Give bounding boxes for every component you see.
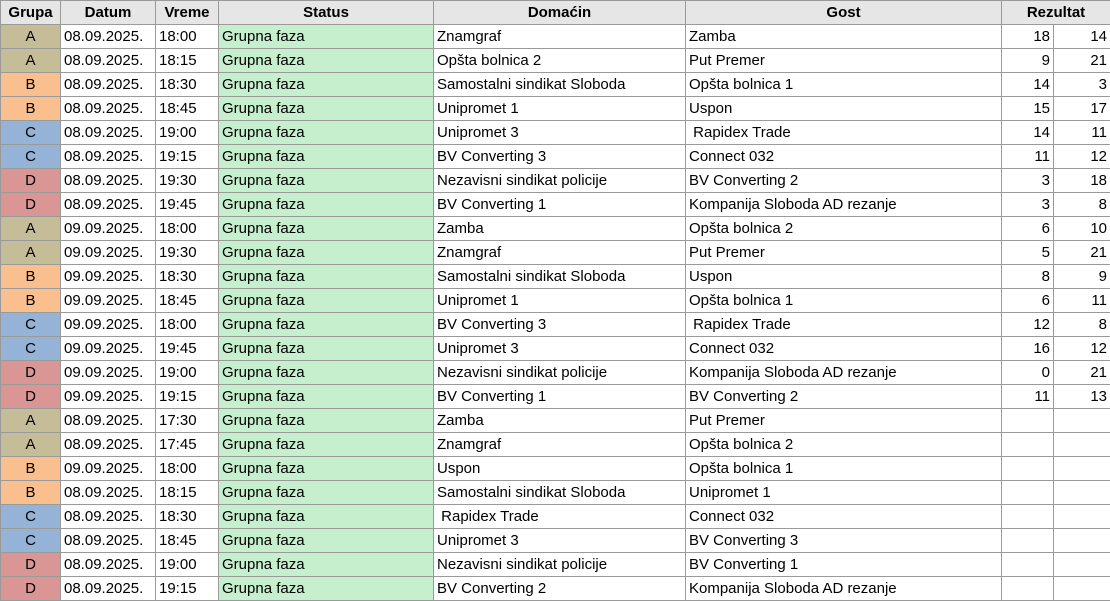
cell-grupa[interactable]: B	[1, 265, 61, 289]
cell-grupa[interactable]: C	[1, 121, 61, 145]
cell-datum[interactable]: 09.09.2025.	[61, 289, 156, 313]
cell-status[interactable]: Grupna faza	[219, 457, 434, 481]
cell-datum[interactable]: 08.09.2025.	[61, 121, 156, 145]
cell-home-score[interactable]: 14	[1002, 73, 1054, 97]
cell-home-score[interactable]: 12	[1002, 313, 1054, 337]
cell-grupa[interactable]: B	[1, 97, 61, 121]
cell-away-score[interactable]	[1054, 505, 1110, 529]
cell-datum[interactable]: 09.09.2025.	[61, 265, 156, 289]
cell-status[interactable]: Grupna faza	[219, 49, 434, 73]
cell-status[interactable]: Grupna faza	[219, 337, 434, 361]
table-row	[1, 97, 1110, 121]
cell-status[interactable]: Grupna faza	[219, 241, 434, 265]
cell-domacin[interactable]: Unipromet 3	[434, 121, 686, 145]
cell-datum[interactable]: 09.09.2025.	[61, 337, 156, 361]
cell-away-score[interactable]: 13	[1054, 385, 1110, 409]
table-row	[1, 145, 1110, 169]
cell-domacin[interactable]: Nezavisni sindikat policije	[434, 553, 686, 577]
cell-vreme[interactable]: 19:30	[156, 169, 219, 193]
table-row	[1, 409, 1110, 433]
cell-vreme[interactable]: 19:15	[156, 145, 219, 169]
cell-status[interactable]: Grupna faza	[219, 169, 434, 193]
cell-vreme[interactable]: 19:30	[156, 241, 219, 265]
table-row	[1, 577, 1110, 601]
table-row	[1, 385, 1110, 409]
cell-vreme[interactable]: 19:00	[156, 553, 219, 577]
cell-datum[interactable]: 09.09.2025.	[61, 217, 156, 241]
cell-vreme[interactable]: 18:00	[156, 457, 219, 481]
cell-datum[interactable]: 08.09.2025.	[61, 25, 156, 49]
cell-status[interactable]: Grupna faza	[219, 25, 434, 49]
cell-away-score[interactable]: 21	[1054, 241, 1110, 265]
cell-vreme[interactable]: 18:45	[156, 97, 219, 121]
cell-home-score[interactable]: 3	[1002, 169, 1054, 193]
cell-away-score[interactable]: 18	[1054, 169, 1110, 193]
cell-domacin[interactable]: Samostalni sindikat Sloboda	[434, 73, 686, 97]
header-gost[interactable]: Gost	[686, 1, 1002, 25]
cell-grupa[interactable]: A	[1, 433, 61, 457]
cell-domacin[interactable]: BV Converting 3	[434, 145, 686, 169]
cell-grupa[interactable]: A	[1, 409, 61, 433]
table-body	[1, 25, 1110, 601]
cell-datum[interactable]: 08.09.2025.	[61, 97, 156, 121]
table-row	[1, 457, 1110, 481]
cell-gost[interactable]: Put Premer	[686, 241, 1002, 265]
cell-home-score[interactable]: 3	[1002, 193, 1054, 217]
cell-datum[interactable]: 08.09.2025.	[61, 433, 156, 457]
cell-datum[interactable]: 08.09.2025.	[61, 529, 156, 553]
cell-datum[interactable]: 09.09.2025.	[61, 361, 156, 385]
cell-domacin[interactable]: BV Converting 3	[434, 313, 686, 337]
cell-vreme[interactable]: 19:45	[156, 193, 219, 217]
cell-status[interactable]: Grupna faza	[219, 265, 434, 289]
cell-status[interactable]: Grupna faza	[219, 361, 434, 385]
cell-grupa[interactable]: D	[1, 553, 61, 577]
cell-datum[interactable]: 08.09.2025.	[61, 577, 156, 601]
cell-vreme[interactable]: 17:30	[156, 409, 219, 433]
cell-away-score[interactable]: 12	[1054, 337, 1110, 361]
cell-home-score[interactable]	[1002, 433, 1054, 457]
cell-domacin[interactable]: BV Converting 1	[434, 193, 686, 217]
cell-domacin[interactable]: Znamgraf	[434, 25, 686, 49]
cell-vreme[interactable]: 18:15	[156, 49, 219, 73]
cell-vreme[interactable]: 19:45	[156, 337, 219, 361]
cell-grupa[interactable]: D	[1, 385, 61, 409]
cell-gost[interactable]: Opšta bolnica 1	[686, 457, 1002, 481]
cell-vreme[interactable]: 18:45	[156, 529, 219, 553]
cell-away-score[interactable]: 8	[1054, 313, 1110, 337]
cell-vreme[interactable]: 18:15	[156, 481, 219, 505]
cell-vreme[interactable]: 17:45	[156, 433, 219, 457]
cell-gost[interactable]: Kompanija Sloboda AD rezanje	[686, 193, 1002, 217]
cell-gost[interactable]: Kompanija Sloboda AD rezanje	[686, 361, 1002, 385]
cell-status[interactable]: Grupna faza	[219, 505, 434, 529]
cell-status[interactable]: Grupna faza	[219, 577, 434, 601]
table-row	[1, 337, 1110, 361]
cell-status[interactable]: Grupna faza	[219, 145, 434, 169]
cell-away-score[interactable]: 3	[1054, 73, 1110, 97]
cell-grupa[interactable]: C	[1, 337, 61, 361]
cell-status[interactable]: Grupna faza	[219, 529, 434, 553]
cell-vreme[interactable]: 18:00	[156, 25, 219, 49]
cell-datum[interactable]: 08.09.2025.	[61, 49, 156, 73]
cell-status[interactable]: Grupna faza	[219, 217, 434, 241]
cell-home-score[interactable]	[1002, 529, 1054, 553]
header-row	[1, 1, 1110, 25]
table-row	[1, 481, 1110, 505]
cell-grupa[interactable]: B	[1, 457, 61, 481]
cell-home-score[interactable]: 8	[1002, 265, 1054, 289]
cell-gost[interactable]: Connect 032	[686, 505, 1002, 529]
table-row	[1, 265, 1110, 289]
table-row	[1, 529, 1110, 553]
cell-status[interactable]: Grupna faza	[219, 121, 434, 145]
cell-grupa[interactable]: B	[1, 481, 61, 505]
cell-vreme[interactable]: 19:15	[156, 385, 219, 409]
cell-away-score[interactable]: 12	[1054, 145, 1110, 169]
cell-vreme[interactable]: 18:30	[156, 265, 219, 289]
cell-gost[interactable]: Kompanija Sloboda AD rezanje	[686, 577, 1002, 601]
table-row	[1, 193, 1110, 217]
cell-grupa[interactable]: A	[1, 25, 61, 49]
cell-grupa[interactable]: C	[1, 529, 61, 553]
cell-gost[interactable]: Zamba	[686, 25, 1002, 49]
cell-grupa[interactable]: D	[1, 193, 61, 217]
cell-status[interactable]: Grupna faza	[219, 313, 434, 337]
cell-away-score[interactable]: 11	[1054, 289, 1110, 313]
cell-home-score[interactable]: 14	[1002, 121, 1054, 145]
cell-home-score[interactable]: 6	[1002, 289, 1054, 313]
cell-home-score[interactable]	[1002, 505, 1054, 529]
cell-home-score[interactable]: 11	[1002, 385, 1054, 409]
cell-away-score[interactable]	[1054, 553, 1110, 577]
cell-datum[interactable]: 08.09.2025.	[61, 169, 156, 193]
cell-home-score[interactable]: 9	[1002, 49, 1054, 73]
cell-gost[interactable]: BV Converting 1	[686, 553, 1002, 577]
cell-grupa[interactable]: B	[1, 73, 61, 97]
cell-datum[interactable]: 08.09.2025.	[61, 193, 156, 217]
table-row	[1, 241, 1110, 265]
cell-vreme[interactable]: 18:00	[156, 313, 219, 337]
cell-domacin[interactable]: Rapidex Trade	[434, 505, 686, 529]
cell-datum[interactable]: 08.09.2025.	[61, 553, 156, 577]
table-row	[1, 553, 1110, 577]
cell-home-score[interactable]: 15	[1002, 97, 1054, 121]
cell-home-score[interactable]	[1002, 553, 1054, 577]
cell-grupa[interactable]: A	[1, 241, 61, 265]
cell-datum[interactable]: 09.09.2025.	[61, 313, 156, 337]
cell-vreme[interactable]: 19:15	[156, 577, 219, 601]
cell-domacin[interactable]: BV Converting 2	[434, 577, 686, 601]
cell-status[interactable]: Grupna faza	[219, 385, 434, 409]
cell-home-score[interactable]	[1002, 577, 1054, 601]
cell-datum[interactable]: 09.09.2025.	[61, 385, 156, 409]
cell-away-score[interactable]	[1054, 529, 1110, 553]
cell-domacin[interactable]: Nezavisni sindikat policije	[434, 169, 686, 193]
cell-datum[interactable]: 09.09.2025.	[61, 457, 156, 481]
cell-home-score[interactable]: 16	[1002, 337, 1054, 361]
cell-home-score[interactable]: 11	[1002, 145, 1054, 169]
table-row	[1, 217, 1110, 241]
cell-vreme[interactable]: 18:45	[156, 289, 219, 313]
cell-home-score[interactable]: 6	[1002, 217, 1054, 241]
cell-gost[interactable]: Connect 032	[686, 145, 1002, 169]
header-vreme[interactable]: Vreme	[156, 1, 219, 25]
cell-gost[interactable]: Rapidex Trade	[686, 121, 1002, 145]
table-row	[1, 313, 1110, 337]
table-row	[1, 49, 1110, 73]
cell-gost[interactable]: Opšta bolnica 2	[686, 217, 1002, 241]
cell-grupa[interactable]: D	[1, 361, 61, 385]
cell-home-score[interactable]: 18	[1002, 25, 1054, 49]
cell-gost[interactable]: Uspon	[686, 265, 1002, 289]
cell-domacin[interactable]: Samostalni sindikat Sloboda	[434, 265, 686, 289]
cell-away-score[interactable]	[1054, 457, 1110, 481]
cell-datum[interactable]: 08.09.2025.	[61, 505, 156, 529]
cell-away-score[interactable]	[1054, 433, 1110, 457]
cell-away-score[interactable]: 17	[1054, 97, 1110, 121]
cell-grupa[interactable]: C	[1, 505, 61, 529]
cell-domacin[interactable]: Znamgraf	[434, 433, 686, 457]
cell-grupa[interactable]: A	[1, 49, 61, 73]
cell-vreme[interactable]: 18:30	[156, 505, 219, 529]
cell-gost[interactable]: BV Converting 2	[686, 385, 1002, 409]
cell-gost[interactable]: BV Converting 2	[686, 169, 1002, 193]
header-grupa[interactable]: Grupa	[1, 1, 61, 25]
cell-datum[interactable]: 08.09.2025.	[61, 73, 156, 97]
cell-grupa[interactable]: B	[1, 289, 61, 313]
cell-away-score[interactable]: 11	[1054, 121, 1110, 145]
header-rezultat[interactable]: Rezultat	[1002, 1, 1110, 25]
cell-vreme[interactable]: 19:00	[156, 361, 219, 385]
cell-home-score[interactable]	[1002, 457, 1054, 481]
cell-domacin[interactable]: Uspon	[434, 457, 686, 481]
cell-grupa[interactable]: C	[1, 145, 61, 169]
cell-away-score[interactable]: 10	[1054, 217, 1110, 241]
cell-status[interactable]: Grupna faza	[219, 433, 434, 457]
cell-away-score[interactable]: 14	[1054, 25, 1110, 49]
cell-home-score[interactable]	[1002, 481, 1054, 505]
header-status[interactable]: Status	[219, 1, 434, 25]
cell-domacin[interactable]: Samostalni sindikat Sloboda	[434, 481, 686, 505]
cell-gost[interactable]: Connect 032	[686, 337, 1002, 361]
cell-gost[interactable]: Put Premer	[686, 409, 1002, 433]
cell-domacin[interactable]: Zamba	[434, 409, 686, 433]
cell-domacin[interactable]: Unipromet 3	[434, 337, 686, 361]
cell-gost[interactable]: Rapidex Trade	[686, 313, 1002, 337]
cell-home-score[interactable]: 5	[1002, 241, 1054, 265]
table-row	[1, 289, 1110, 313]
cell-status[interactable]: Grupna faza	[219, 97, 434, 121]
cell-home-score[interactable]: 0	[1002, 361, 1054, 385]
cell-vreme[interactable]: 18:30	[156, 73, 219, 97]
cell-status[interactable]: Grupna faza	[219, 481, 434, 505]
cell-away-score[interactable]	[1054, 577, 1110, 601]
table-row	[1, 361, 1110, 385]
cell-status[interactable]: Grupna faza	[219, 193, 434, 217]
table-row	[1, 433, 1110, 457]
cell-vreme[interactable]: 19:00	[156, 121, 219, 145]
cell-domacin[interactable]: Znamgraf	[434, 241, 686, 265]
cell-status[interactable]: Grupna faza	[219, 289, 434, 313]
header-datum[interactable]: Datum	[61, 1, 156, 25]
cell-datum[interactable]: 08.09.2025.	[61, 409, 156, 433]
cell-domacin[interactable]: Unipromet 1	[434, 97, 686, 121]
cell-datum[interactable]: 09.09.2025.	[61, 241, 156, 265]
cell-domacin[interactable]: Unipromet 1	[434, 289, 686, 313]
cell-gost[interactable]: Uspon	[686, 97, 1002, 121]
cell-domacin[interactable]: Nezavisni sindikat policije	[434, 361, 686, 385]
cell-gost[interactable]: BV Converting 3	[686, 529, 1002, 553]
cell-grupa[interactable]: C	[1, 313, 61, 337]
cell-status[interactable]: Grupna faza	[219, 409, 434, 433]
cell-away-score[interactable]: 9	[1054, 265, 1110, 289]
table-row	[1, 121, 1110, 145]
cell-away-score[interactable]	[1054, 481, 1110, 505]
cell-grupa[interactable]: D	[1, 577, 61, 601]
cell-domacin[interactable]: Opšta bolnica 2	[434, 49, 686, 73]
cell-status[interactable]: Grupna faza	[219, 73, 434, 97]
cell-status[interactable]: Grupna faza	[219, 553, 434, 577]
cell-datum[interactable]: 08.09.2025.	[61, 481, 156, 505]
cell-away-score[interactable]: 21	[1054, 49, 1110, 73]
cell-away-score[interactable]: 8	[1054, 193, 1110, 217]
cell-away-score[interactable]	[1054, 409, 1110, 433]
table-row	[1, 169, 1110, 193]
table-row	[1, 25, 1110, 49]
cell-grupa[interactable]: A	[1, 217, 61, 241]
cell-grupa[interactable]: D	[1, 169, 61, 193]
cell-gost[interactable]: Unipromet 1	[686, 481, 1002, 505]
cell-away-score[interactable]: 21	[1054, 361, 1110, 385]
cell-datum[interactable]: 08.09.2025.	[61, 145, 156, 169]
cell-domacin[interactable]: Unipromet 3	[434, 529, 686, 553]
cell-home-score[interactable]	[1002, 409, 1054, 433]
cell-domacin[interactable]: BV Converting 1	[434, 385, 686, 409]
table-row	[1, 505, 1110, 529]
cell-domacin[interactable]: Zamba	[434, 217, 686, 241]
header-domacin[interactable]: Domaćin	[434, 1, 686, 25]
cell-gost[interactable]: Opšta bolnica 2	[686, 433, 1002, 457]
cell-vreme[interactable]: 18:00	[156, 217, 219, 241]
cell-gost[interactable]: Opšta bolnica 1	[686, 289, 1002, 313]
cell-gost[interactable]: Put Premer	[686, 49, 1002, 73]
cell-gost[interactable]: Opšta bolnica 1	[686, 73, 1002, 97]
table-row	[1, 73, 1110, 97]
